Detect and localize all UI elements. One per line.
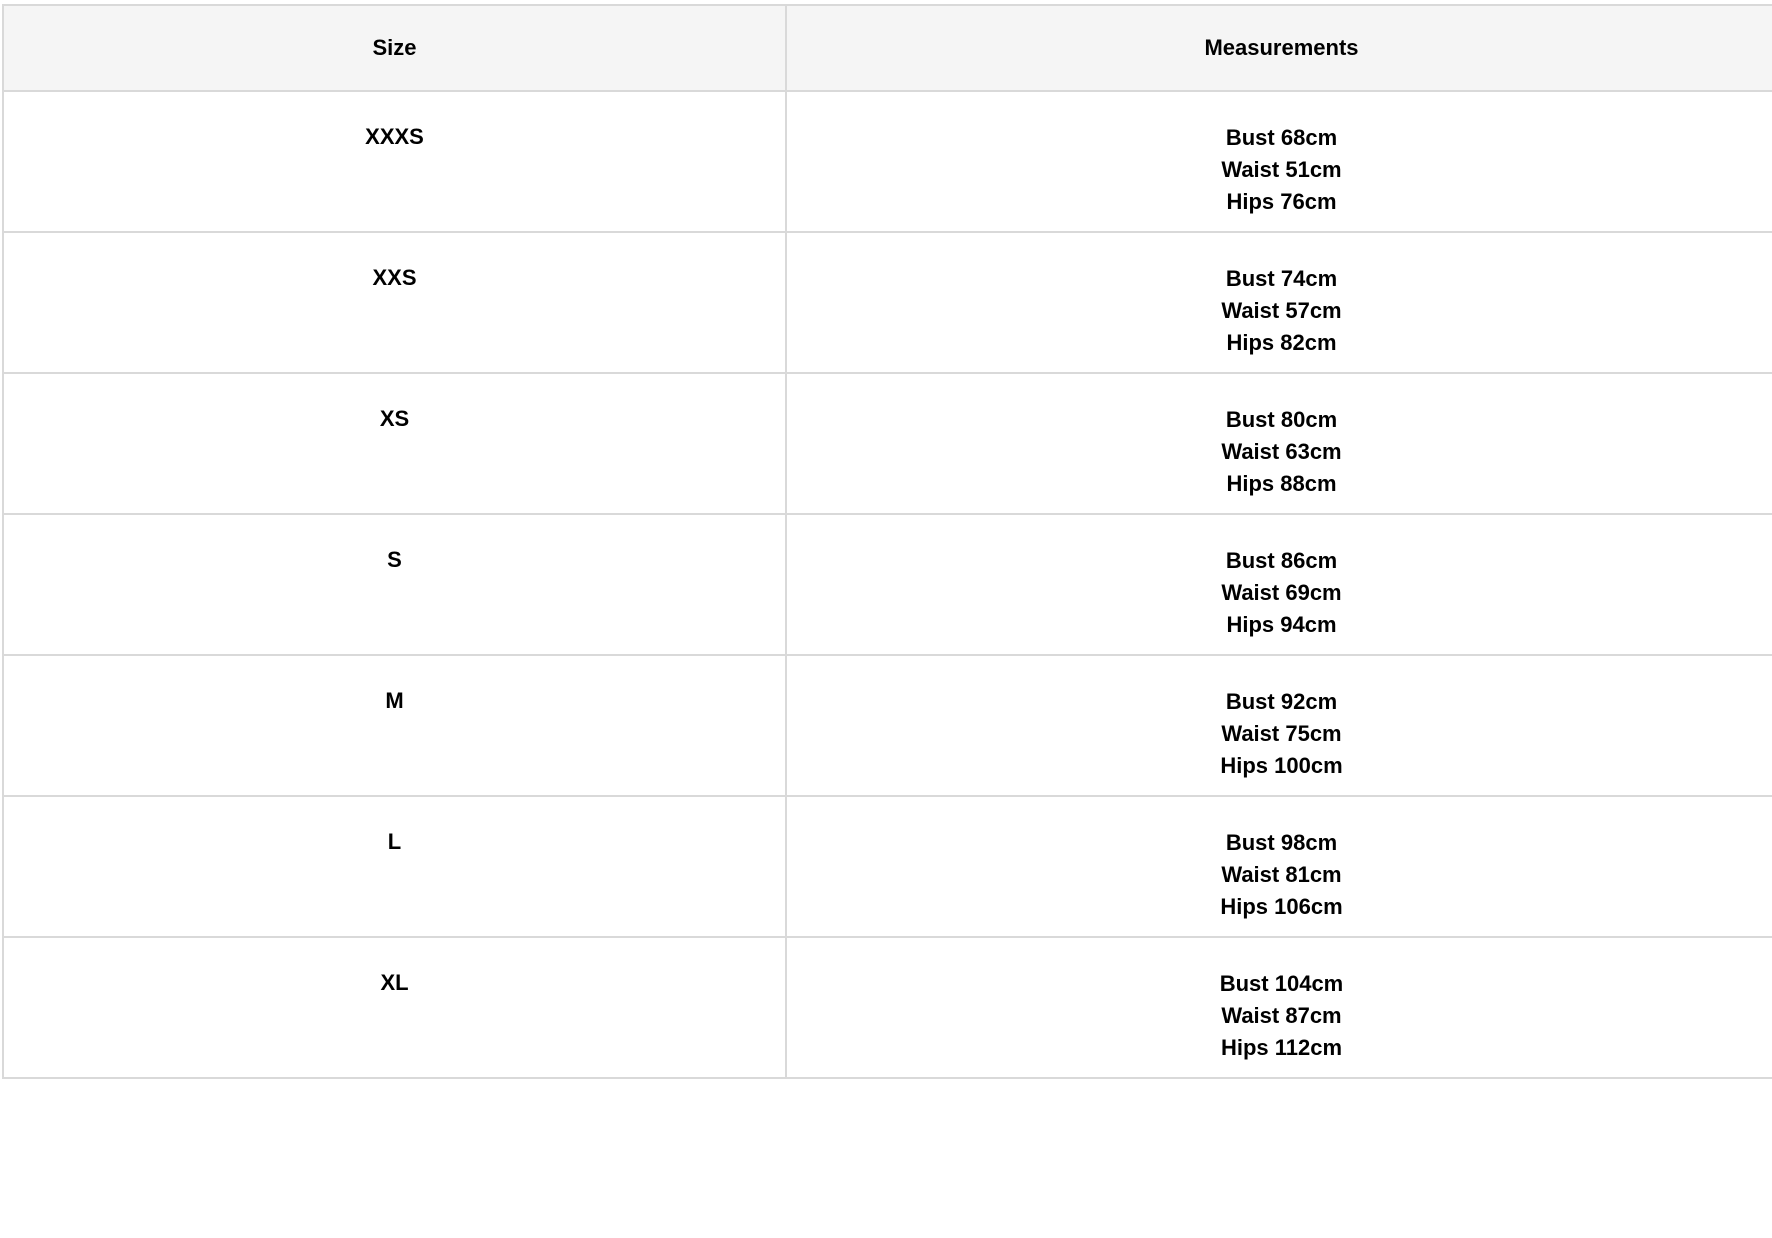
measurements-cell <box>786 937 1772 1078</box>
hips-measurement: Hips 100cm <box>1220 753 1343 778</box>
size-cell: S <box>3 514 786 655</box>
measurements-cell <box>786 232 1772 373</box>
hips-measurement: Hips 106cm <box>1220 894 1343 919</box>
hips-measurement: Hips 76cm <box>1226 189 1337 214</box>
size-cell: XXS <box>3 232 786 373</box>
bust-measurement: Bust 92cm <box>1225 689 1338 714</box>
size-cell: XS <box>3 373 786 514</box>
measurements-cell <box>786 91 1772 232</box>
waist-measurement: Waist 69cm <box>1221 580 1342 605</box>
table-row <box>3 514 1772 655</box>
hips-measurement: Hips 82cm <box>1226 330 1337 355</box>
bust-measurement: Bust 68cm <box>1225 125 1338 150</box>
measurements-column-header: Measurements <box>786 5 1772 91</box>
size-cell: L <box>3 796 786 937</box>
table-row <box>3 232 1772 373</box>
waist-measurement: Waist 75cm <box>1221 721 1342 746</box>
table-row <box>3 91 1772 232</box>
table-row <box>3 655 1772 796</box>
waist-measurement: Waist 81cm <box>1221 862 1342 887</box>
bust-measurement: Bust 86cm <box>1225 548 1338 573</box>
waist-measurement: Waist 87cm <box>1221 1003 1342 1028</box>
size-column-header: Size <box>3 5 786 91</box>
bust-measurement: Bust 98cm <box>1225 830 1338 855</box>
size-cell: XXXS <box>3 91 786 232</box>
waist-measurement: Waist 51cm <box>1221 157 1342 182</box>
measurements-cell <box>786 373 1772 514</box>
size-chart-table <box>2 4 1772 1079</box>
bust-measurement: Bust 104cm <box>1219 971 1344 996</box>
hips-measurement: Hips 88cm <box>1226 471 1337 496</box>
size-cell: M <box>3 655 786 796</box>
table-header <box>3 5 1772 91</box>
table-row <box>3 796 1772 937</box>
hips-measurement: Hips 94cm <box>1226 612 1337 637</box>
size-cell: XL <box>3 937 786 1078</box>
table-body <box>3 91 1772 1078</box>
table-row <box>3 373 1772 514</box>
table-row <box>3 937 1772 1078</box>
waist-measurement: Waist 63cm <box>1221 439 1342 464</box>
waist-measurement: Waist 57cm <box>1221 298 1342 323</box>
measurements-cell <box>786 796 1772 937</box>
bust-measurement: Bust 74cm <box>1225 266 1338 291</box>
bust-measurement: Bust 80cm <box>1225 407 1338 432</box>
header-row <box>3 5 1772 91</box>
measurements-cell <box>786 655 1772 796</box>
measurements-cell <box>786 514 1772 655</box>
hips-measurement: Hips 112cm <box>1220 1035 1343 1060</box>
